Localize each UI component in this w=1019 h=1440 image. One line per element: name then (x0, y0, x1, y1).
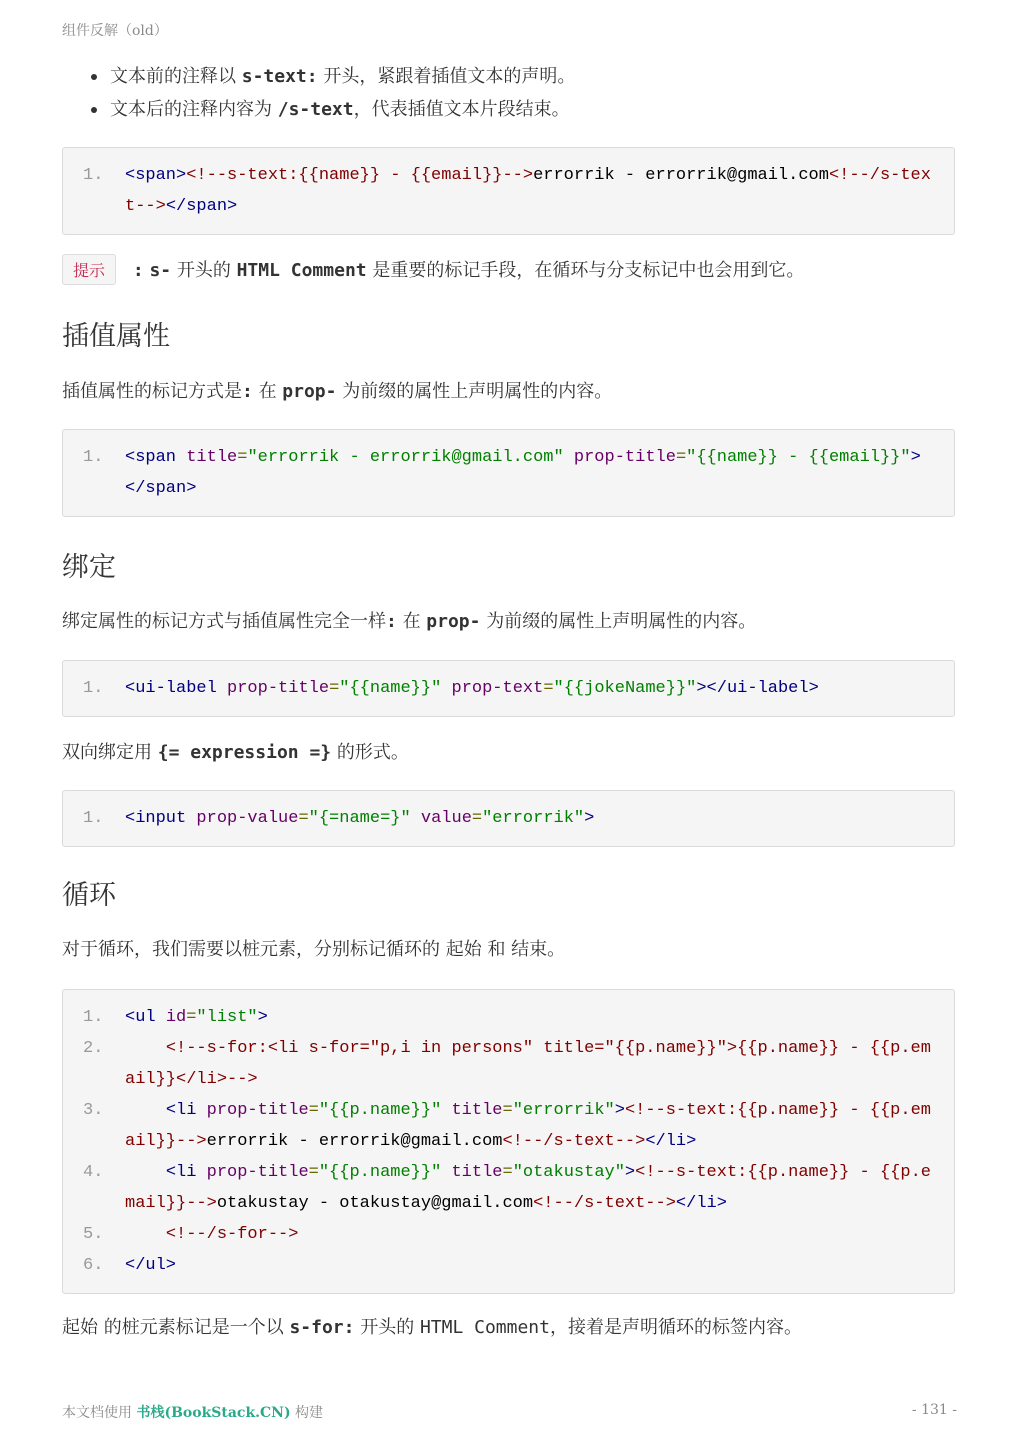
inline-code: s-text: (241, 66, 318, 87)
code-token: </ul> (125, 1256, 177, 1275)
inline-code: {= expression =} (157, 742, 332, 763)
code-line (63, 673, 940, 704)
code-block (62, 429, 955, 517)
code-token: <ui-label (125, 679, 228, 698)
code-line (63, 1219, 940, 1250)
code-token: <!--s-text:{{p.name}} - {{p.email}}--> (125, 1163, 931, 1213)
code-token: = (186, 1008, 197, 1027)
code-token: prop-text (451, 679, 544, 698)
code-token: id (165, 1008, 187, 1027)
code-token (564, 448, 574, 467)
code-line (63, 160, 940, 222)
code-token: value (420, 809, 472, 828)
code-token: </li> (675, 1194, 727, 1213)
code-block (62, 147, 955, 235)
code-line (63, 803, 940, 834)
page-number: - 131 - (911, 1402, 957, 1418)
code-token: errorrik - errorrik@gmail.com (206, 1132, 503, 1151)
code-token: otakustay - otakustay@gmail.com (216, 1194, 534, 1213)
code-token: = (237, 448, 248, 467)
code-token: > (257, 1008, 268, 1027)
code-token (125, 1225, 166, 1244)
code-token: = (308, 1101, 319, 1120)
code-token: title (451, 1163, 503, 1182)
code-token: > (584, 809, 595, 828)
code-token: <!--/s-text--> (533, 1194, 676, 1213)
code-token: "errorrik" (482, 809, 585, 828)
tip-badge: 提示 (62, 254, 116, 285)
code-token: "{{jokeName}}" (553, 679, 697, 698)
line-number: 3. (83, 1101, 104, 1120)
line-number: 1. (83, 166, 104, 185)
line-number: 1. (83, 448, 104, 467)
code-block (62, 660, 955, 717)
code-block (62, 989, 955, 1294)
footer-credit: 本文档使用 书栈(BookStack.CN) 构建 (62, 1405, 324, 1421)
code-line (63, 1250, 940, 1281)
line-number: 6. (83, 1256, 104, 1275)
code-token: errorrik - errorrik@gmail.com (533, 166, 829, 185)
inline-code: prop- (282, 381, 337, 402)
code-token: <!--s-text:{{p.name}} - {{p.email}}--> (125, 1101, 931, 1151)
paragraph: 起始 的桩元素标记是一个以 s-for: 开头的 HTML Comment，接着是声明循环的标签内容。 (62, 1317, 802, 1338)
code-token (441, 1163, 451, 1182)
code-token (411, 809, 421, 828)
line-number: 1. (83, 1008, 104, 1027)
paragraph: 绑定属性的标记方式与插值属性完全一样: 在 prop- 为前缀的属性上声明属性的内容。 (62, 611, 757, 632)
code-token: "otakustay" (512, 1163, 625, 1182)
code-token: <!--/s-text--> (502, 1132, 646, 1151)
code-token: > (624, 1163, 636, 1182)
code-token: <input (125, 809, 197, 828)
code-line (63, 1095, 940, 1157)
code-token (441, 1101, 451, 1120)
paragraph: 双向绑定用 {= expression =} 的形式。 (62, 742, 409, 763)
code-line (63, 1002, 940, 1033)
line-number: 1. (83, 679, 104, 698)
code-token: = (675, 448, 687, 467)
code-block (62, 790, 955, 847)
code-token (125, 1101, 166, 1120)
list-item: 文本前的注释以 s-text: 开头，紧跟着插值文本的声明。 (88, 60, 575, 93)
code-token: "{{p.name}}" (318, 1101, 442, 1120)
code-token: "{=name=}" (308, 809, 411, 828)
code-token (125, 1163, 166, 1182)
line-number: 4. (83, 1163, 104, 1182)
inline-code: s-for: (289, 1317, 355, 1338)
code-token: </li> (645, 1132, 697, 1151)
code-token: prop-value (196, 809, 299, 828)
code-token: "{{p.name}}" (318, 1163, 442, 1182)
code-token: prop-title (227, 679, 330, 698)
code-token: title (451, 1101, 503, 1120)
code-token: prop-title (573, 448, 676, 467)
code-token: = (502, 1101, 513, 1120)
code-line (63, 1157, 940, 1219)
code-token: <!--s-for:<li s-for="p,i in persons" title="{{p.name}}">{{p.name}} - {{p.email}}</li>--> (125, 1039, 931, 1089)
code-token: = (308, 1163, 319, 1182)
code-token: <ul (125, 1008, 166, 1027)
code-line (63, 442, 940, 504)
bookstack-link[interactable]: 书栈(BookStack.CN) (136, 1405, 291, 1421)
section-heading: 循环 (62, 880, 116, 911)
inline-code: HTML Comment (236, 260, 367, 281)
paragraph: 插值属性的标记方式是: 在 prop- 为前缀的属性上声明属性的内容。 (62, 381, 613, 402)
code-token: prop-title (206, 1163, 309, 1182)
code-token: = (329, 679, 340, 698)
code-token: "errorrik - errorrik@gmail.com" (247, 448, 564, 467)
inline-code: HTML Comment (419, 1317, 550, 1338)
code-token: <!--/s-for--> (165, 1225, 299, 1244)
paragraph: 对于循环，我们需要以桩元素，分别标记循环的 起始 和 结束。 (62, 939, 566, 960)
code-token: </span> (165, 197, 238, 216)
code-line (63, 1033, 940, 1095)
code-token: prop-title (206, 1101, 309, 1120)
code-token: <li (165, 1101, 207, 1120)
code-token: "errorrik" (512, 1101, 615, 1120)
line-number: 2. (83, 1039, 104, 1058)
code-token (125, 1039, 166, 1058)
code-token: "{{name}}" (339, 679, 442, 698)
code-token: > (614, 1101, 625, 1120)
code-token: ></ui-label> (696, 679, 819, 698)
page-header: 组件反解（old） (62, 23, 168, 39)
code-token: "{{name}} - {{email}}" (686, 448, 911, 467)
inline-code: s- (149, 260, 172, 281)
code-token: ></span> (125, 448, 921, 498)
code-token: = (543, 679, 554, 698)
code-token: title (186, 448, 238, 467)
code-token: = (298, 809, 309, 828)
code-token (441, 679, 451, 698)
code-token: <span (125, 448, 187, 467)
code-token: <!--s-text:{{name}} - {{email}}--> (186, 166, 534, 185)
tip-paragraph: 提示 : s- 开头的 HTML Comment 是重要的标记手段，在循环与分支标记中也会用到它。 (62, 254, 804, 285)
code-token: <!--/s-text--> (125, 166, 931, 216)
bullet-list (88, 60, 575, 126)
inline-code: prop- (426, 611, 481, 632)
code-token: = (471, 809, 483, 828)
line-number: 1. (83, 809, 104, 828)
code-token: <span> (125, 166, 187, 185)
list-item: 文本后的注释内容为 /s-text，代表插值文本片段结束。 (88, 93, 575, 126)
code-token: "list" (196, 1008, 258, 1027)
line-number: 5. (83, 1225, 104, 1244)
inline-code: /s-text (277, 99, 354, 120)
section-heading: 插值属性 (62, 321, 170, 352)
section-heading: 绑定 (62, 552, 116, 583)
code-token: = (502, 1163, 513, 1182)
code-token: <li (165, 1163, 207, 1182)
